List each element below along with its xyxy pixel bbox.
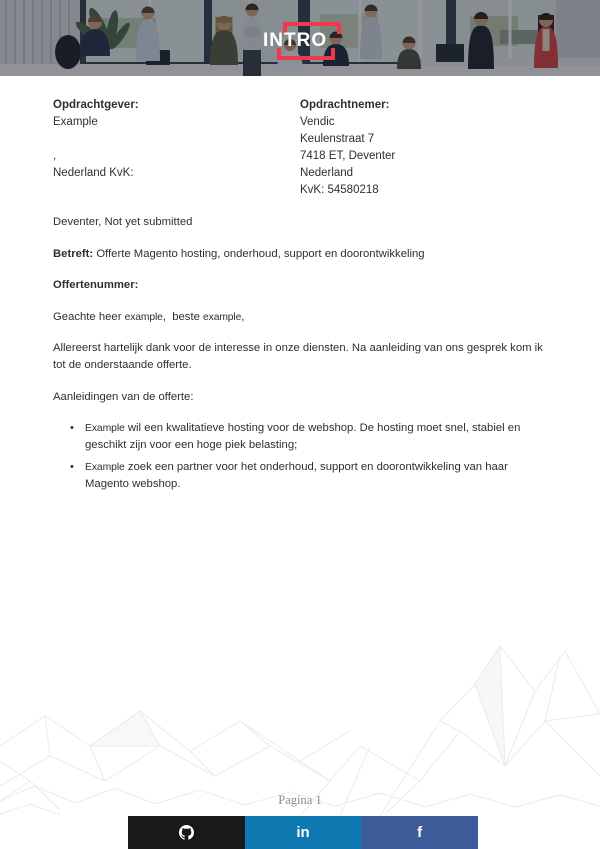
contractor-column: [300, 97, 547, 199]
client-line: Nederland KvK:: [53, 167, 134, 179]
bullet-text: zoek een partner voor het onderhoud, support en doorontwikkeling van haar Magento webshop.: [85, 461, 508, 490]
linkedin-button[interactable]: [245, 816, 362, 849]
header-photo-banner: [0, 0, 600, 76]
contractor-line: KvK: 54580218: [300, 184, 379, 196]
client-line: Example: [53, 116, 98, 128]
subject-label: Betreft:: [53, 247, 94, 260]
linkedin-icon: in: [296, 824, 310, 841]
contractor-line: Nederland: [300, 167, 354, 179]
page-number: Pagina 1: [278, 793, 322, 807]
offer-reasons-list: [53, 420, 550, 493]
client-line: [53, 131, 300, 148]
facebook-icon: f: [417, 824, 423, 841]
address-columns: [53, 97, 547, 199]
contractor-heading: Opdrachtnemer:: [300, 99, 390, 111]
polygon-background-pattern: [0, 596, 600, 816]
salutation-prefix: Geachte heer: [53, 310, 125, 323]
logo-bracket-bottom-icon: [277, 48, 335, 60]
subject-line: [53, 246, 550, 263]
reasons-heading: Aanleidingen van de offerte:: [53, 390, 194, 403]
client-heading: Opdrachtgever:: [53, 99, 139, 111]
github-button[interactable]: [128, 816, 245, 849]
dateline: Deventer, Not yet submitted: [53, 216, 193, 228]
list-item: [53, 420, 550, 454]
client-line: ,: [53, 150, 57, 162]
social-bar: [128, 816, 478, 849]
github-icon: [179, 825, 194, 840]
contractor-line: Keulenstraat 7: [300, 133, 375, 145]
list-item: [53, 459, 550, 493]
logo-text: INTRO: [263, 30, 328, 51]
offer-number-label: Offertenummer:: [53, 279, 139, 291]
salutation-name: example: [124, 311, 163, 323]
facebook-button[interactable]: [361, 816, 478, 849]
subject-text: Offerte Magento hosting, onderhoud, support en doorontwikkeling: [96, 247, 425, 260]
intro-logo: [256, 21, 348, 63]
client-column: [53, 97, 300, 199]
salutation-middle: , beste: [162, 310, 204, 323]
intro-paragraph: Allereerst hartelijk dank voor de interesse in onze diensten. Na aanleiding van ons gesprek kom ik tot de onderstaande offerte.: [53, 342, 543, 371]
contractor-line: Vendic: [300, 116, 335, 128]
salutation-suffix: ,: [241, 310, 245, 323]
contractor-line: 7418 ET, Deventer: [300, 150, 396, 162]
bullet-highlight: Example: [85, 462, 125, 473]
bullet-highlight: Example: [85, 423, 125, 434]
bullet-text: wil een kwalitatieve hosting voor de webshop. De hosting moet snel, stabiel en geschikt zijn voor een hoge piek belasting;: [85, 422, 521, 451]
salutation-name: example: [203, 311, 242, 323]
letter-body: [53, 214, 550, 498]
salutation: [53, 309, 550, 326]
